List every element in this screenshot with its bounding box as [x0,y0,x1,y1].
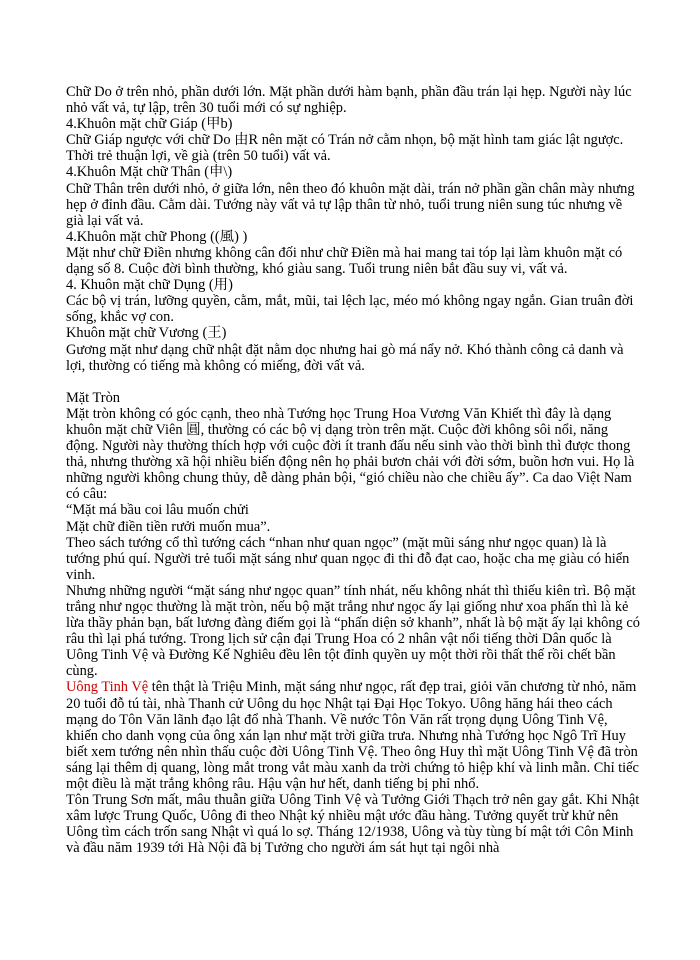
paragraph-tuong-cach: Theo sách tướng cổ thì tướng cách “nhan như quan ngọc” (mặt mũi sáng như ngọc quan) là là tướng phú quí. Người trẻ tuổi mặt sáng như quan ngọc đi thi đỗ đạt cao, hoặc cha mẹ giàu có hiển vinh. [66,534,630,583]
heading-khuon-mat-phong: 4.Khuôn mặt chữ Phong ((風) ) [66,228,248,245]
paragraph-phong: Mặt như chữ Điền nhưng không cân đối như chữ Điền mà hai mang tai tóp lại làm khuôn mặt có dạng số 8. Cuộc đời bình thường, khó giàu sang. Tuổi trung niên bắt đầu suy vi, vất vả. [66,244,623,278]
heading-mat-tron: Mặt Tròn [66,389,120,406]
verse-line-1: “Mặt má bầu coi lâu muốn chửi [66,502,249,519]
heading-khuon-mat-dung: 4. Khuôn mặt chữ Dụng (用) [66,277,233,294]
document-page [66,84,643,857]
heading-khuon-mat-giap: 4.Khuôn mặt chữ Giáp (甲b) [66,116,233,133]
verse-line-2: Mặt chữ điền tiền rưởi muốn mua”. [66,518,271,535]
paragraph-uong-tinh-ve-body: tên thật là Triệu Minh, mặt sáng như ngọc, rất đẹp trai, giỏi văn chương từ nhỏ, năm 20 tuổi đỗ tú tài, nhà Thanh cử Uông du học Nhật tại Đại Học Tokyo. Uông hăng hái theo cách mạng do Tôn Văn lãnh đạo lật đổ nhà Thanh. Về nước Tôn Văn rất trọng dụng Uông Tinh Vệ, khiến cho danh vọng của ông xán lạn như mặt trời giữa trưa. Nhưng nhà Tướng học Ngô Trĩ Huy biết xem tướng nên nhìn thấu cuộc đời Uông Tinh Vệ. Theo ông Huy thì mặt Uông Tinh Vệ đã tròn sáng lại thêm dị quang, lòng mắt trong vắt màu xanh da trời chứng tỏ hiệp khí và linh mẫn. Chỉ tiếc một điều là mặt trắng không râu. Hậu vận hư hết, danh tiếng bị phỉ nhổ. [66,679,639,793]
paragraph-dung: Các bộ vị trán, lưỡng quyền, cằm, mắt, mũi, tai lệch lạc, méo mó không ngay ngắn. Gian truân đời sống, khắc vợ con. [66,293,634,326]
paragraph-vuong: Gương mặt như dạng chữ nhật đặt nằm dọc nhưng hai gò má nẩy nở. Khó thành công cả danh và lợi, thường có tiếng mà không có miếng, đời vất vả. [66,341,624,374]
paragraph-uong-tinh-ve [66,679,643,792]
paragraph-ton-trung-son: Tôn Trung Sơn mất, mâu thuẫn giữa Uông Tinh Vệ và Tưởng Giới Thạch trở nên gay gắt. Khi Nhật xâm lược Trung Quốc, Uông đi theo Nhật ký nhiều mật ước đầu hàng. Tưởng quyết trừ khử nên Uông tìm cách trốn sang Nhật vì quá lo sợ. Tháng 12/1938, Uông và tùy tùng bí mật tới Côn Minh và đầu năm 1939 tới Hà Nội đã bị Tưởng cho người ám sát hụt tại ngôi nhà [66,792,640,857]
heading-khuon-mat-vuong: Khuôn mặt chữ Vương (王) [66,325,227,342]
paragraph-chu-do: Chữ Do ở trên nhỏ, phần dưới lớn. Mặt phần dưới hàm bạnh, phần đầu trán lại hẹp. Người này lúc nhỏ vất vả, tự lập, trên 30 tuổi mới có sự nghiệp. [66,84,632,117]
uong-tinh-ve-highlight: Uông Tinh Vệ [66,679,149,696]
paragraph-giap: Chữ Giáp ngược với chữ Do 由R nên mặt có Trán nở cằm nhọn, bộ mặt hình tam giác lật ngược. Thời trẻ thuận lợi, về già (trên 50 tuổi) vất vả. [66,132,624,165]
heading-khuon-mat-than: 4.Khuôn Mặt chữ Thân (申\) [66,164,233,181]
paragraph-than: Chữ Thân trên dưới nhỏ, ở giữa lớn, nên theo đó khuôn mặt dài, trán nở phần gần chân mày nhưng hẹp ở đỉnh đầu. Cằm dài. Tướng này vất vả tự lập thân từ nhỏ, tuổi trung niên sung túc nhưng về già lại vất vả. [66,180,635,229]
paragraph-ngoc-quan: Nhưng những người “mặt sáng như ngọc quan” tính nhát, nếu không nhát thì thiếu kiên trì. Bộ mặt trắng như ngọc thường là mặt tròn, nếu bộ mặt trắng như ngọc ấy lại giống như xoa phấn thì là kẻ lừa thầy phản bạn, bất lương đàng điếm gọi là “phấn diện sở khanh”, nhất là bộ mặt ấy lại không có râu thì lại phá tướng. Trong lịch sử cận đại Trung Hoa có 2 nhân vật nổi tiếng thời Dân quốc là Uông Tinh Vệ và Đường Kế Nghiêu đều lên tột đỉnh quyền uy một thời rồi thất thế rồi chết bần cùng. [66,582,640,680]
paragraph-mat-tron: Mặt tròn không có góc cạnh, theo nhà Tướng học Trung Hoa Vương Văn Khiết thì đây là dạng khuôn mặt chữ Viên 圓, thường có các bộ vị dạng tròn trên mặt. Cuộc đời không sôi nổi, năng động. Người này thường thích hợp với cuộc đời ít tranh đấu nếu sinh vào thời bình thì được thong thả, nhưng thường xã hội nhiều biến động nên họ phải bươn chải với đời sớm, buồn hơn vui. Họ là những người không chung thủy, dễ dàng phản bội, “gió chiều nào che chiều ấy”. Ca dao Việt Nam có câu: [66,405,635,503]
